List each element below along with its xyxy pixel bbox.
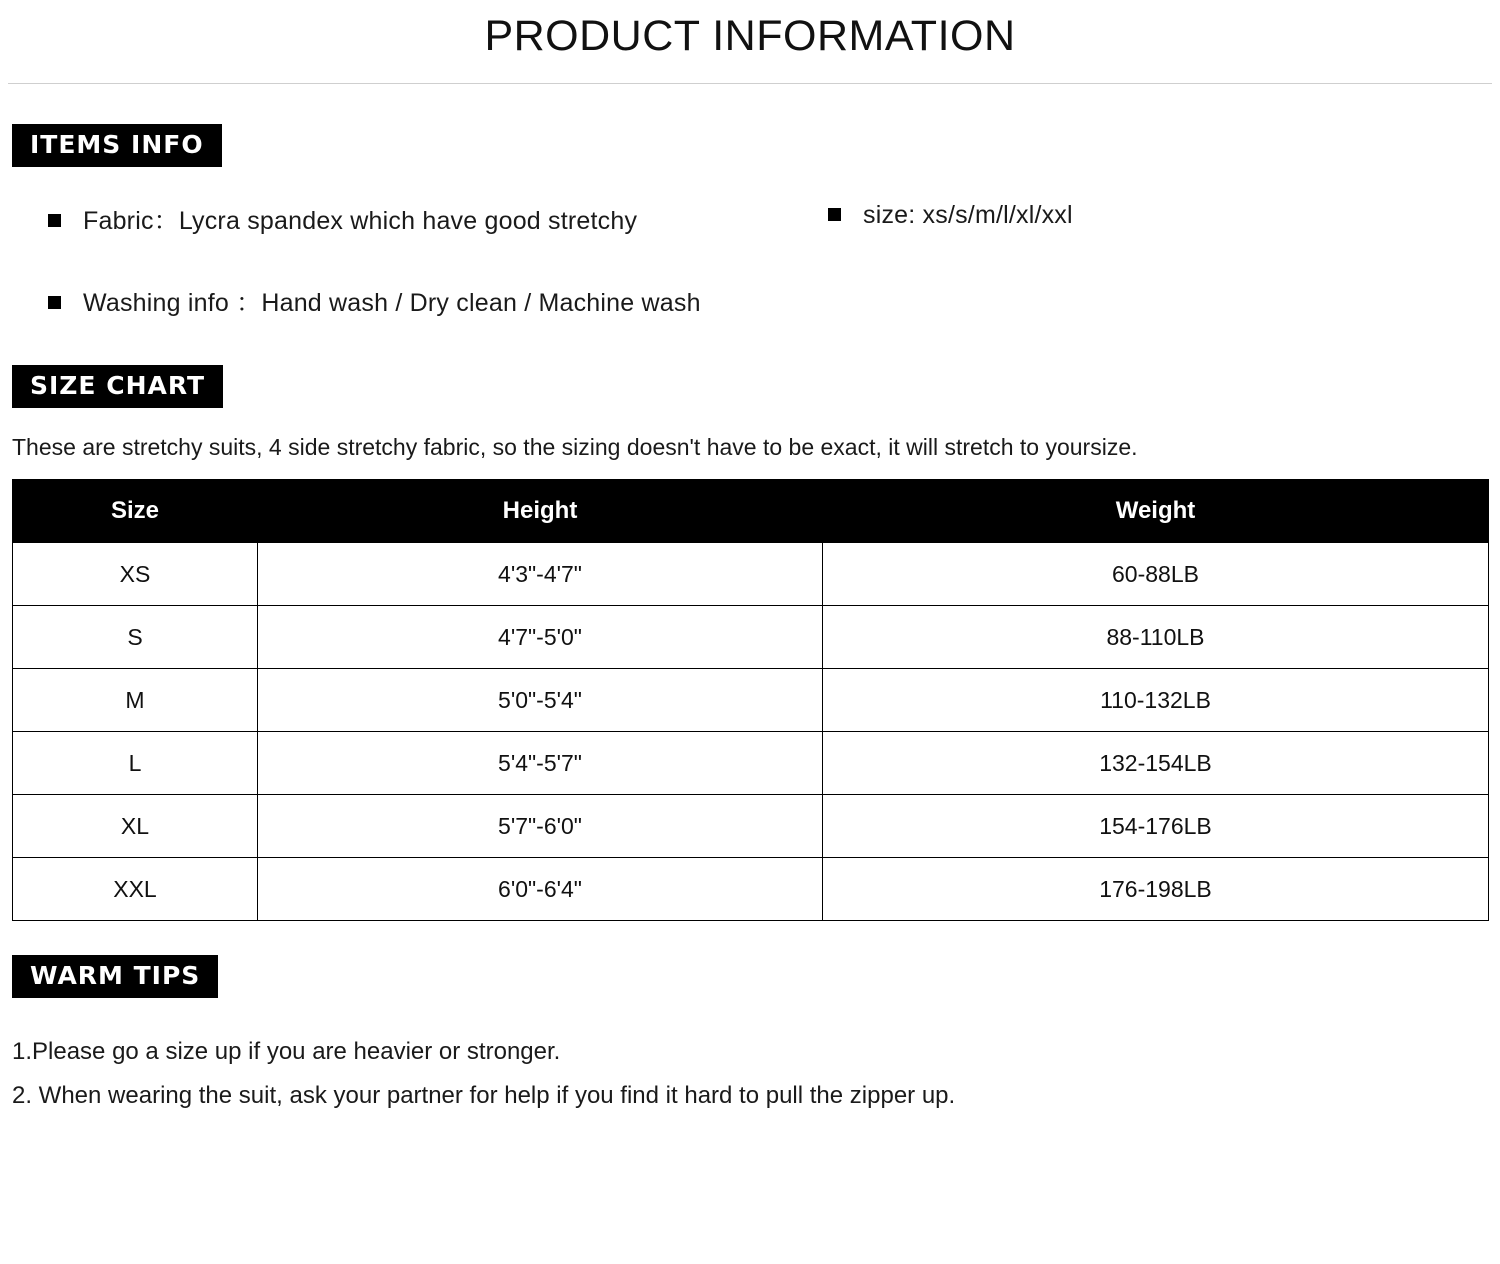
table-row (13, 606, 1489, 669)
cell-size: M (13, 669, 258, 732)
cell-height: 4'3"-4'7" (258, 543, 823, 606)
list-item (48, 283, 828, 319)
warm-tips-list (0, 1038, 1500, 1110)
column-header-weight: Weight (823, 480, 1489, 543)
page-title: PRODUCT INFORMATION (484, 12, 1016, 60)
table-header-row (13, 480, 1489, 543)
table-row (13, 858, 1489, 921)
items-info-list (0, 201, 1500, 365)
items-info-heading: ITEMS INFO (12, 124, 222, 167)
size-chart-heading: SIZE CHART (12, 365, 223, 408)
warm-tips-heading: WARM TIPS (12, 955, 218, 998)
size-options-text: size: xs/s/m/l/xl/xxl (863, 201, 1073, 229)
cell-weight: 88-110LB (823, 606, 1489, 669)
size-chart-heading-wrap (12, 365, 1500, 408)
warm-tip-1: 1.Please go a size up if you are heavier or stronger. (12, 1038, 561, 1065)
table-row (13, 543, 1489, 606)
list-item (828, 201, 1500, 230)
cell-weight: 60-88LB (823, 543, 1489, 606)
cell-weight: 176-198LB (823, 858, 1489, 921)
column-header-height: Height (258, 480, 823, 543)
cell-weight: 154-176LB (823, 795, 1489, 858)
square-bullet-icon (828, 208, 841, 221)
cell-height: 5'7"-6'0" (258, 795, 823, 858)
size-chart-note: These are stretchy suits, 4 side stretchy fabric, so the sizing doesn't have to be exact, it will stretch to yoursize. (12, 434, 1138, 460)
cell-height: 5'4"-5'7" (258, 732, 823, 795)
washing-info-value: Hand wash / Dry clean / Machine wash (261, 289, 701, 317)
cell-weight: 110-132LB (823, 669, 1489, 732)
cell-weight: 132-154LB (823, 732, 1489, 795)
title-divider (8, 83, 1492, 84)
cell-height: 5'0"-5'4" (258, 669, 823, 732)
size-chart-table (12, 479, 1489, 921)
table-row (13, 732, 1489, 795)
warm-tips-heading-wrap (12, 955, 1500, 998)
list-item (48, 201, 828, 237)
cell-size: S (13, 606, 258, 669)
cell-size: XL (13, 795, 258, 858)
cell-size: L (13, 732, 258, 795)
square-bullet-icon (48, 214, 61, 227)
cell-height: 4'7"-5'0" (258, 606, 823, 669)
washing-info-label: Washing info ： (83, 289, 262, 317)
table-row (13, 795, 1489, 858)
cell-size: XXL (13, 858, 258, 921)
items-info-column-right (828, 201, 1500, 365)
cell-size: XS (13, 543, 258, 606)
items-info-heading-wrap (12, 124, 1500, 167)
table-row (13, 669, 1489, 732)
square-bullet-icon (48, 296, 61, 309)
cell-height: 6'0"-6'4" (258, 858, 823, 921)
column-header-size: Size (13, 480, 258, 543)
warm-tip-2: 2. When wearing the suit, ask your partner for help if you find it hard to pull the zipper up. (12, 1082, 956, 1109)
items-info-column-left (48, 201, 828, 365)
fabric-text: Fabric：Lycra spandex which have good stretchy (83, 207, 638, 235)
